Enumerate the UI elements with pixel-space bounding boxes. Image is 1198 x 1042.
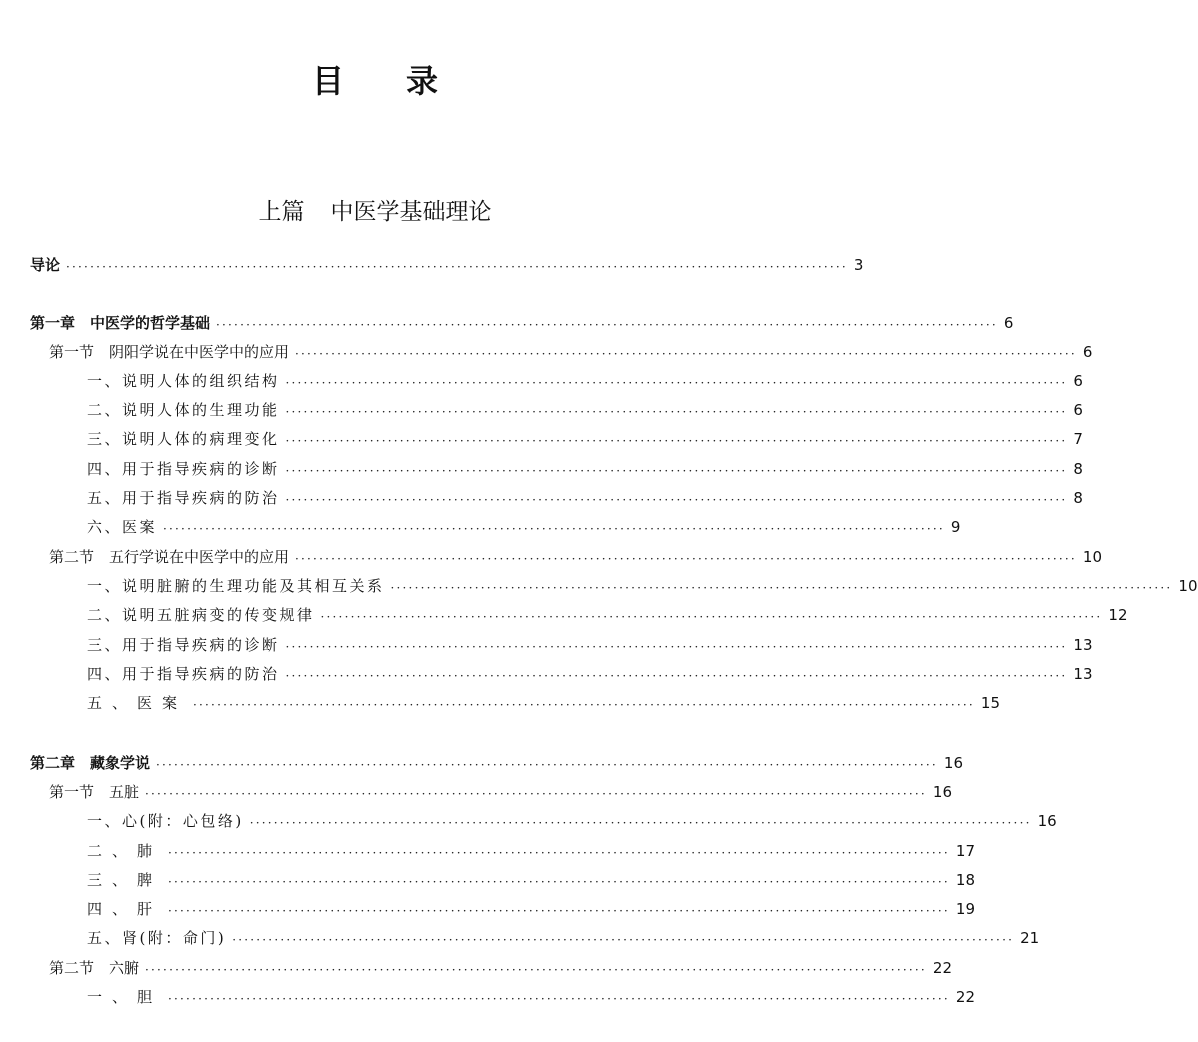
toc-entry-item[interactable]: [0, 986, 975, 1008]
leader-dots: ··································································································································: [285, 464, 1068, 478]
toc-entry-label: 二、说明五脏病变的传变规律: [87, 606, 315, 624]
toc-entry-label: 二、肺: [87, 842, 163, 860]
toc-entry-page: 10: [1082, 548, 1102, 566]
toc-entry-item[interactable]: [0, 516, 961, 538]
toc-entry-label: 第一节 五脏: [49, 783, 140, 801]
toc-entry-page: 16: [1037, 812, 1057, 830]
toc-entry-label: 一、说明人体的组织结构: [87, 372, 280, 390]
toc-entry-label: 第二节 六腑: [49, 959, 140, 977]
toc-entry-page: 18: [955, 871, 975, 889]
toc-entry-label: 第一章 中医学的哲学基础: [30, 314, 211, 332]
toc-entry-page: 13: [1073, 636, 1093, 654]
toc-entry-item[interactable]: [0, 810, 1057, 832]
toc-entry-label: 一、说明脏腑的生理功能及其相互关系: [87, 577, 385, 595]
toc-entry-item[interactable]: [0, 399, 1083, 421]
toc-entry-page: 10: [1178, 577, 1198, 595]
leader-dots: ··································································································································: [285, 669, 1068, 683]
toc-entry-label: 三、说明人体的病理变化: [87, 430, 280, 448]
leader-dots: ··································································································································: [168, 904, 950, 918]
leader-dots: ··································································································································: [320, 610, 1103, 624]
toc-entry-item[interactable]: [0, 692, 1000, 714]
toc-entry-page: 16: [943, 754, 963, 772]
leader-dots: ··································································································································: [232, 933, 1015, 947]
leader-dots: ··································································································································: [295, 552, 1077, 566]
toc-entry-label: 五、用于指导疾病的防治: [87, 489, 280, 507]
leader-dots: ··································································································································: [168, 875, 950, 889]
toc-entry-page: 9: [950, 518, 961, 536]
toc-entry-item[interactable]: [0, 869, 975, 891]
toc-entry-label: 五、肾(附：命门): [87, 929, 227, 947]
part-title: [0, 193, 750, 226]
toc-entry-page: 6: [1082, 343, 1093, 361]
toc-entry-page: 8: [1073, 489, 1083, 507]
leader-dots: ··································································································································: [145, 963, 927, 977]
toc-entry-chapter-1[interactable]: [0, 312, 1014, 334]
toc-entry-page: 3: [853, 256, 864, 274]
leader-dots: ··································································································································: [285, 493, 1068, 507]
toc-entry-chapter-2[interactable]: [0, 752, 963, 774]
leader-dots: ··································································································································: [285, 640, 1068, 654]
leader-dots: ··································································································································: [168, 992, 950, 1006]
leader-dots: ··································································································································: [216, 318, 998, 332]
toc-entry-page: 7: [1073, 430, 1083, 448]
toc-entry-page: 19: [955, 900, 975, 918]
toc-entry-item[interactable]: [0, 458, 1083, 480]
toc-entry-page: 17: [955, 842, 975, 860]
part-title-name: 中医学基础理论: [330, 199, 492, 225]
toc-entry-label: 四、肝: [87, 900, 163, 918]
toc-entry-label: 第一节 阴阳学说在中医学中的应用: [49, 343, 290, 361]
leader-dots: ··································································································································: [285, 405, 1068, 419]
leader-dots: ··································································································································: [66, 260, 848, 274]
leader-dots: ··································································································································: [163, 522, 945, 536]
toc-entry-label: 四、用于指导疾病的诊断: [87, 460, 280, 478]
toc-entry-item[interactable]: [0, 927, 1040, 949]
leader-dots: ··································································································································: [168, 846, 950, 860]
toc-entry-label: 三、用于指导疾病的诊断: [87, 636, 280, 654]
toc-entry-page: 6: [1073, 372, 1083, 390]
toc-entry-label: 第二章 藏象学说: [30, 754, 151, 772]
toc-entry-item[interactable]: [0, 428, 1083, 450]
toc-entry-section[interactable]: [0, 957, 952, 979]
toc-entry-label: 第二节 五行学说在中医学中的应用: [49, 548, 290, 566]
toc-entry-page: 6: [1003, 314, 1014, 332]
toc-entry-item[interactable]: [0, 604, 1128, 626]
toc-entry-item[interactable]: [0, 898, 975, 920]
toc-entry-section[interactable]: [0, 546, 1102, 568]
toc-entry-label: 导论: [30, 256, 61, 274]
leader-dots: ··································································································································: [295, 347, 1077, 361]
toc-entry-page: 15: [980, 694, 1000, 712]
toc-entry-item[interactable]: [0, 487, 1083, 509]
toc-entry-page: 13: [1073, 665, 1093, 683]
leader-dots: ··································································································································: [145, 787, 927, 801]
toc-entry-label: 二、说明人体的生理功能: [87, 401, 280, 419]
toc-entry-item[interactable]: [0, 575, 1198, 597]
toc-entry-item[interactable]: [0, 663, 1093, 685]
leader-dots: ··································································································································: [285, 434, 1068, 448]
leader-dots: ··································································································································: [285, 376, 1068, 390]
toc-entry-page: 22: [932, 959, 952, 977]
leader-dots: ··································································································································: [390, 581, 1173, 595]
toc-entry-section[interactable]: [0, 781, 952, 803]
toc-entry-page: 21: [1020, 929, 1040, 947]
page-title: 目录: [311, 62, 500, 100]
toc-entry-page: 6: [1073, 401, 1083, 419]
toc-entry-label: 四、用于指导疾病的防治: [87, 665, 280, 683]
toc-entry-label: 一、胆: [87, 988, 163, 1006]
toc-entry-label: 六、医案: [87, 518, 158, 536]
toc-entry-intro[interactable]: [0, 254, 864, 276]
leader-dots: ··································································································································: [156, 758, 938, 772]
leader-dots: ··································································································································: [193, 698, 975, 712]
toc-entry-label: 一、心(附：心包络): [87, 812, 244, 830]
part-title-label: 上篇: [258, 199, 305, 225]
toc-entry-page: 12: [1108, 606, 1128, 624]
toc-entry-label: 五、医案: [87, 694, 188, 712]
toc-entry-label: 三、脾: [87, 871, 163, 889]
toc-entry-page: 16: [932, 783, 952, 801]
toc-entry-item[interactable]: [0, 370, 1083, 392]
leader-dots: ··································································································································: [249, 816, 1032, 830]
toc-entry-page: 8: [1073, 460, 1083, 478]
toc-entry-item[interactable]: [0, 840, 975, 862]
toc-entry-page: 22: [955, 988, 975, 1006]
toc-entry-section[interactable]: [0, 341, 1093, 363]
toc-entry-item[interactable]: [0, 634, 1093, 656]
